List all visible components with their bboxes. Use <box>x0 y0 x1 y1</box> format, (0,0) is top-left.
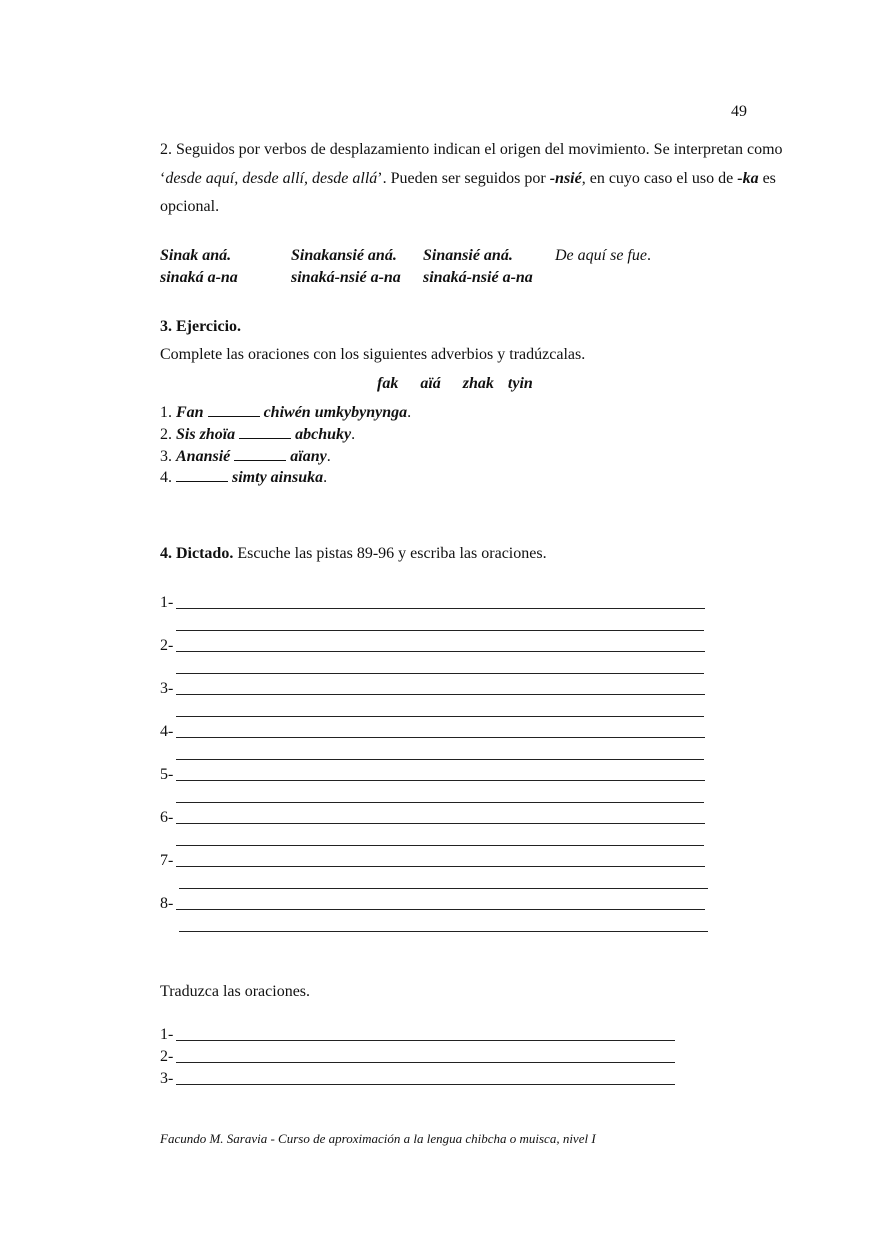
example-1-surface: Sinak aná. <box>160 247 232 264</box>
dictation-label-7: 7- <box>160 852 174 869</box>
word-aia: aïá <box>420 375 441 392</box>
translation-period: . <box>646 247 651 264</box>
item-end: . <box>407 404 412 421</box>
text-part: es <box>758 170 776 187</box>
item-part-a: Fan <box>176 404 204 421</box>
exercise-heading: 3. Ejercicio. <box>160 318 242 335</box>
blank-line[interactable] <box>208 402 260 417</box>
item-number: 3. <box>160 448 176 465</box>
paragraph-line-1: 2. Seguidos por verbos de desplazamiento indican el origen del movimiento. Se interpretan como <box>160 141 783 158</box>
dictation-label-4: 4- <box>160 723 174 740</box>
paragraph-line-2 <box>160 169 776 189</box>
exercise-item-1 <box>160 402 411 423</box>
word-tyin: tyin <box>507 375 533 392</box>
dictation-answer-line[interactable] <box>176 608 705 609</box>
translate-answer-line[interactable] <box>176 1040 675 1041</box>
item-part-a: Sis zhoïa <box>176 426 236 443</box>
word-zhak: zhak <box>462 375 494 392</box>
exercise-item-4 <box>160 467 327 488</box>
suffix-nsie: -nsié <box>549 170 582 187</box>
translate-label-2: 2- <box>160 1048 174 1065</box>
item-number: 2. <box>160 426 176 443</box>
dictation-answer-line[interactable] <box>179 931 708 932</box>
dictation-label-8: 8- <box>160 895 174 912</box>
example-2-surface: Sinakansié aná. <box>291 247 397 264</box>
dictation-answer-line[interactable] <box>176 909 705 910</box>
item-number: 4. <box>160 469 176 486</box>
dictation-title: 4. Dictado. <box>160 545 234 562</box>
translate-label-3: 3- <box>160 1070 174 1087</box>
dictation-answer-line[interactable] <box>176 673 704 674</box>
dictation-label-6: 6- <box>160 809 174 826</box>
translation-text: De aquí se fue <box>555 247 647 264</box>
dictation-answer-line[interactable] <box>176 759 704 760</box>
word-bank <box>377 374 533 394</box>
suffix-ka: -ka <box>737 170 759 187</box>
exercise-instruction: Complete las oraciones con los siguientes adverbios y tradúzcalas. <box>160 346 586 363</box>
item-part-b: simty ainsuka <box>232 469 324 486</box>
paragraph-line-3: opcional. <box>160 198 220 215</box>
dictation-answer-line[interactable] <box>176 737 705 738</box>
item-part-b: chiwén umkybynynga <box>263 404 408 421</box>
dictation-heading <box>160 544 547 564</box>
dictation-answer-line[interactable] <box>176 823 705 824</box>
text-part: ’. Pueden ser seguidos por <box>377 170 550 187</box>
dictation-label-1: 1- <box>160 594 174 611</box>
dictation-answer-line[interactable] <box>176 716 704 717</box>
dictation-instruction: Escuche las pistas 89-96 y escriba las oraciones. <box>233 545 547 562</box>
dictation-answer-line[interactable] <box>176 802 704 803</box>
translate-answer-line[interactable] <box>176 1062 675 1063</box>
word-fak: fak <box>377 375 399 392</box>
item-end: . <box>323 469 328 486</box>
page-number: 49 <box>731 103 747 120</box>
example-2-gloss: sinaká-nsié a-na <box>291 269 401 286</box>
dictation-answer-line[interactable] <box>179 888 708 889</box>
exercise-item-2 <box>160 424 355 445</box>
translate-heading: Traduzca las oraciones. <box>160 983 311 1000</box>
item-end: . <box>351 426 356 443</box>
dictation-answer-line[interactable] <box>176 651 705 652</box>
blank-line[interactable] <box>239 424 291 439</box>
dictation-answer-line[interactable] <box>176 845 704 846</box>
exercise-item-3 <box>160 446 331 467</box>
italic-phrase: desde aquí, desde allí, desde allá <box>165 170 378 187</box>
example-1-gloss: sinaká a-na <box>160 269 238 286</box>
blank-line[interactable] <box>176 467 228 482</box>
footer: Facundo M. Saravia - Curso de aproximación a la lengua chibcha o muisca, nivel I <box>160 1131 596 1146</box>
item-number: 1. <box>160 404 176 421</box>
quote-open: ‘ <box>160 170 166 187</box>
dictation-label-3: 3- <box>160 680 174 697</box>
example-translation <box>555 246 651 266</box>
dictation-answer-line[interactable] <box>176 630 704 631</box>
dictation-answer-line[interactable] <box>176 866 705 867</box>
item-part-a: Anansié <box>176 448 231 465</box>
translate-answer-line[interactable] <box>176 1084 675 1085</box>
dictation-answer-line[interactable] <box>176 694 705 695</box>
item-end: . <box>326 448 331 465</box>
text-part: , en cuyo caso el uso de <box>581 170 738 187</box>
blank-line[interactable] <box>234 446 286 461</box>
example-3-surface: Sinansié aná. <box>423 247 513 264</box>
item-part-b: abchuky <box>295 426 352 443</box>
translate-label-1: 1- <box>160 1026 174 1043</box>
dictation-answer-line[interactable] <box>176 780 705 781</box>
dictation-label-2: 2- <box>160 637 174 654</box>
item-part-b: aïany <box>290 448 327 465</box>
dictation-label-5: 5- <box>160 766 174 783</box>
example-3-gloss: sinaká-nsié a-na <box>423 269 533 286</box>
